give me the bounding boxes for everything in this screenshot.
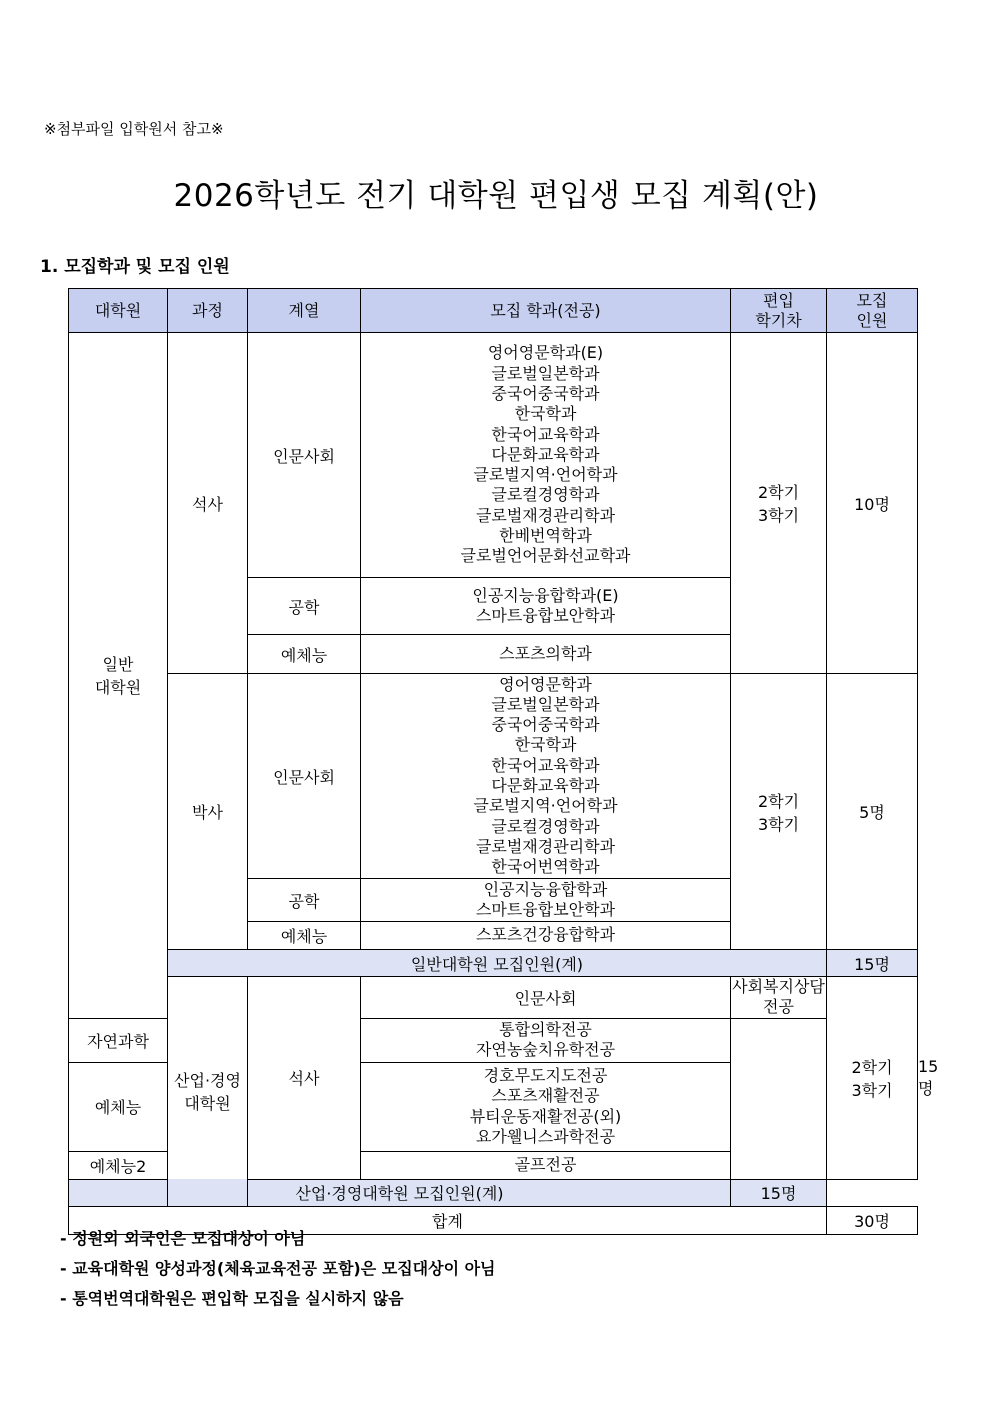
dept-item: 한국어교육학과 <box>491 755 600 775</box>
general-grad-name-line: 대학원 <box>94 678 142 698</box>
semester-line: 2학기 <box>757 483 800 502</box>
industrial-course: 석사 <box>248 977 361 1180</box>
subtotal-row <box>69 1179 918 1206</box>
dept-list <box>361 1018 731 1062</box>
recruitment-table <box>68 288 939 1235</box>
dept-item: 중국어중국학과 <box>491 383 600 403</box>
field-cell: 예체능 <box>248 635 361 674</box>
semester-line: 3학기 <box>757 506 800 525</box>
dept-list <box>361 922 731 950</box>
dept-item: 글로컬경영학과 <box>491 485 600 505</box>
dept-item: 한국어교육학과 <box>491 424 600 444</box>
semester-line: 2학기 <box>851 1057 893 1077</box>
dept-item: 글로벌일본학과 <box>491 363 600 383</box>
semester-cell <box>731 333 827 674</box>
dept-item: 중국어중국학과 <box>491 715 600 735</box>
industrial-grad-name-line: 산업·경영 <box>174 1071 241 1091</box>
dept-list <box>361 1151 731 1179</box>
total-value: 30명 <box>827 1206 918 1234</box>
header-row <box>69 289 918 333</box>
doctoral-course: 박사 <box>168 674 248 950</box>
header-semester <box>731 289 827 333</box>
dept-item: 한국어번역학과 <box>491 857 600 877</box>
quota-cell: 10명 <box>827 333 918 674</box>
subtotal-label: 일반대학원 모집인원(계) <box>168 950 827 977</box>
footnote: - 통역번역대학원은 편입학 모집을 실시하지 않음 <box>60 1289 404 1308</box>
dept-item: 한국학과 <box>514 735 577 755</box>
dept-item: 글로벌일본학과 <box>491 694 600 714</box>
subtotal-value: 15명 <box>731 1179 827 1206</box>
masters-course: 석사 <box>168 333 248 674</box>
subtotal-row <box>69 950 918 977</box>
dept-item: 통합의학전공 <box>499 1019 592 1039</box>
semester-line: 2학기 <box>757 791 800 811</box>
field-cell: 인문사회 <box>248 333 361 578</box>
dept-item: 인공지능융합학과 <box>483 879 608 899</box>
dept-item: 스포츠건강융합학과 <box>475 925 616 945</box>
header-semester-line: 편입 <box>763 290 794 310</box>
header-field: 계열 <box>248 289 361 333</box>
dept-item: 한베번역학과 <box>499 526 592 546</box>
header-grad-school: 대학원 <box>69 289 168 333</box>
header-semester-line: 학기차 <box>755 310 802 330</box>
dept-list <box>361 674 731 879</box>
dept-list <box>361 635 731 674</box>
section-title: 1. 모집학과 및 모집 인원 <box>40 257 230 277</box>
dept-item: 자연농숲치유학전공 <box>475 1040 616 1060</box>
dept-list <box>361 1062 731 1151</box>
header-dept: 모집 학과(전공) <box>361 289 731 333</box>
field-cell: 공학 <box>248 578 361 635</box>
dept-item: 글로벌언어문화선교학과 <box>460 546 631 566</box>
dept-list <box>361 578 731 635</box>
field-cell: 자연과학 <box>69 1018 168 1062</box>
dept-item: 다문화교육학과 <box>491 444 600 464</box>
dept-list <box>731 977 827 1019</box>
dept-item: 스포츠재활전공 <box>491 1086 600 1106</box>
dept-item: 글로벌지역·언어학과 <box>473 465 618 485</box>
dept-item: 경호무도지도전공 <box>483 1066 608 1085</box>
dept-item: 사회복지상담전공 <box>732 977 825 1017</box>
attachment-note: ※첨부파일 입학원서 참고※ <box>44 120 224 138</box>
dept-item: 글로벌재경관리학과 <box>475 836 616 856</box>
general-grad-name <box>69 333 168 1019</box>
dept-item: 한국학과 <box>514 404 577 424</box>
header-course: 과정 <box>168 289 248 333</box>
table-row <box>69 674 918 879</box>
field-cell: 인문사회 <box>248 674 361 879</box>
page-title: 2026학년도 전기 대학원 편입생 모집 계획(안) <box>173 178 819 214</box>
dept-item: 요가웰니스과학전공 <box>475 1126 616 1146</box>
footnote: - 교육대학원 양성과정(체육교육전공 포함)은 모집대상이 아님 <box>60 1259 496 1278</box>
dept-item: 스마트융합보안학과 <box>475 606 616 625</box>
dept-list <box>361 333 731 578</box>
field-cell: 예체능 <box>248 922 361 950</box>
quota-cell: 5명 <box>827 674 918 950</box>
semester-cell <box>731 674 827 950</box>
field-cell: 예체능 <box>69 1062 168 1151</box>
footnote: - 정원외 외국인은 모집대상이 아님 <box>60 1229 306 1248</box>
subtotal-value: 15명 <box>827 950 918 977</box>
table-row: 산업·경영 대학원 석사 인문사회 사회복지상담전공 2학기 3학기 15명 <box>69 977 918 1019</box>
semester-cell <box>827 977 918 1180</box>
field-cell: 인문사회 <box>361 977 731 1019</box>
dept-item: 인공지능융합학과(E) <box>472 585 619 605</box>
dept-item: 뷰티운동재활전공(외) <box>469 1106 622 1126</box>
semester-line: 3학기 <box>851 1080 893 1100</box>
dept-item: 글로벌재경관리학과 <box>475 505 616 525</box>
subtotal-label: 산업·경영대학원 모집인원(계) <box>69 1179 731 1206</box>
total-label: 합계 <box>69 1206 827 1234</box>
dept-item: 스포츠의학과 <box>499 643 592 663</box>
industrial-grad-name-line: 대학원 <box>184 1094 231 1114</box>
dept-item: 글로컬경영학과 <box>491 816 600 836</box>
dept-list <box>361 879 731 922</box>
field-cell: 예체능2 <box>69 1151 168 1179</box>
dept-item: 글로벌지역·언어학과 <box>473 796 618 816</box>
dept-item: 골프전공 <box>514 1154 577 1174</box>
dept-item: 스마트융합보안학과 <box>475 900 616 919</box>
header-quota-line: 인원 <box>856 310 888 330</box>
dept-item: 영어영문학과 <box>499 674 592 694</box>
field-cell: 공학 <box>248 879 361 922</box>
table-row <box>69 333 918 578</box>
header-quota-line: 모집 <box>856 290 888 310</box>
semester-line: 3학기 <box>757 814 800 834</box>
header-quota <box>827 289 918 333</box>
dept-item: 다문화교육학과 <box>491 776 600 795</box>
industrial-grad-name <box>168 977 248 1207</box>
dept-item: 영어영문학과(E) <box>487 343 604 363</box>
general-grad-name-line: 일반 <box>102 655 134 675</box>
